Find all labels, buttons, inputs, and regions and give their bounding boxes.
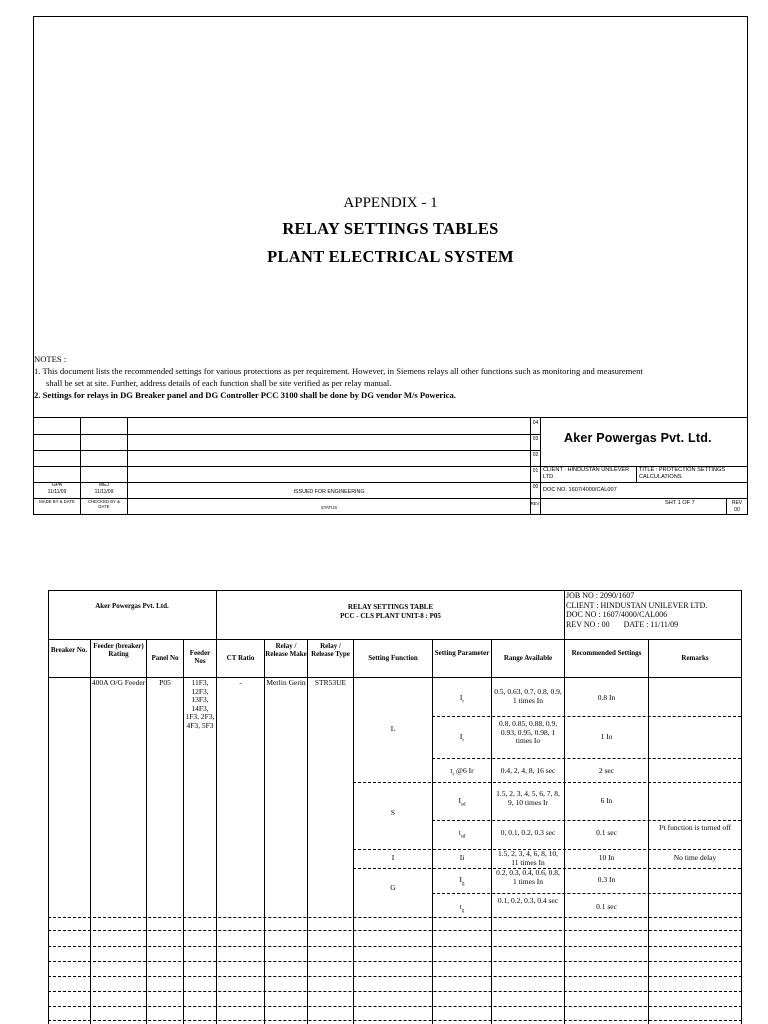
recommended-setting: 6 In: [600, 796, 613, 805]
range-cell: 0.4, 2, 4, 8, 16 sec: [500, 766, 556, 775]
made-label: MADE BY & DATE: [39, 499, 75, 504]
col-header-recommended-settings: Recommended Settings: [571, 649, 642, 657]
setting-param-ir-2: $I_r$: [459, 732, 465, 744]
rev-number-02: 02: [532, 452, 539, 458]
note-1-line-1: 1. This document lists the recommended settings for various protections as per requirement. However, in Siemens relays all other functions such as monitoring and measurement: [34, 366, 643, 376]
notes-section: [34, 353, 749, 401]
range-cell: 0.5, 0.63, 0.7, 0.8, 0.9, 1 times In: [494, 687, 562, 705]
recommended-setting: 0.3 In: [597, 875, 616, 884]
recommended-setting: 0.1 sec: [596, 902, 617, 911]
rev-number-03: 03: [532, 436, 539, 442]
col-header-relay-type: Relay / Release Type: [311, 642, 350, 658]
company-name: Aker Powergas Pvt. Ltd.: [564, 431, 712, 445]
note-1-line-2: shall be set at site. Further, address details of each function shall be site verified as per relay manual.: [46, 378, 392, 388]
col-header-setting-parameter: Setting Parameter: [434, 649, 490, 657]
recommended-setting: 2 sec: [598, 766, 615, 775]
rev-column-label: REV: [530, 501, 540, 506]
col-header-range-available: Range Available: [503, 654, 553, 662]
note-2: 2. Settings for relays in DG Breaker panel and DG Controller PCC 3100 shall be done by DG vendor M/s Powerica.: [34, 390, 456, 400]
doc-number: DOC NO. 1607/4000/CAL007: [543, 487, 617, 493]
feeder-nos: 11F3, 12F3, 13F3, 14F3, 1F3, 2F3, 4F3, 5F3: [185, 678, 215, 730]
checked-initials: MEJ: [99, 482, 109, 488]
table-title-line2: PCC - CLS PLANT UNIT-8 : P05: [340, 612, 441, 620]
recommended-setting: 1 Io: [600, 732, 613, 741]
setting-param-ii: Ii: [459, 853, 465, 862]
table-rev-number: REV NO : 00: [566, 619, 610, 629]
client-label: CLIENT : HINDUSTAN UNILEVER LTD.: [543, 467, 630, 480]
table-title-line1: RELAY SETTINGS TABLE: [347, 603, 434, 611]
cover-sheet: [33, 16, 748, 515]
range-cell: 1.5, 2, 3, 4, 6, 8, 10, 11 times In: [498, 849, 558, 867]
made-initials: GPA: [51, 482, 63, 488]
appendix-heading: APPENDIX - 1: [343, 195, 438, 211]
relay-type: STR53UE: [314, 678, 347, 687]
document-title-line1: RELAY SETTINGS TABLES: [282, 219, 499, 238]
checked-date: 11/11/09: [94, 489, 114, 495]
title-label: TITLE : PROTECTION SETTINGS CALCULATIONS: [639, 467, 726, 480]
setting-param-ir: $I_r$: [459, 693, 465, 705]
relay-settings-table: [48, 590, 742, 1024]
panel-no: P05: [159, 678, 171, 687]
function-g: G: [390, 883, 396, 892]
col-header-relay-make: Relay / Release Make: [265, 642, 307, 658]
status-label: STATUS: [320, 505, 338, 510]
setting-param-ig: $I_g$: [459, 875, 465, 887]
recommended-setting: 0.8 In: [597, 693, 616, 702]
rev-number-01: 01: [532, 468, 539, 474]
function-s: S: [390, 808, 396, 817]
made-date: 11/11/09: [47, 489, 67, 495]
range-cell: 0.8, 0.85, 0.88, 0.9, 0.93, 0.95, 0.98, 1 times Io: [498, 719, 558, 745]
recommended-setting: 0.1 sec: [596, 828, 617, 837]
rev-box-value: 00: [734, 507, 740, 513]
notes-heading: NOTES :: [34, 354, 67, 364]
recommended-setting: 10 In: [598, 853, 615, 862]
range-cell: 0, 0.1, 0.2, 0.3 sec: [500, 828, 556, 837]
remarks-cell: I²t function is turned off: [658, 823, 732, 832]
col-header-feeder-rating: Feeder (breaker) Rating: [93, 642, 144, 658]
col-header-feeder-nos: Feeder Nos: [189, 649, 211, 665]
ct-ratio: -: [239, 678, 242, 687]
relay-make: Merlin Gerin: [266, 678, 306, 687]
function-l: L: [390, 724, 396, 733]
col-header-ct-ratio: CT Ratio: [226, 654, 255, 662]
feeder-rating: 400A O/G Feeder: [91, 678, 146, 687]
sheet-number: SHT 1 OF 7: [665, 500, 695, 506]
rev-number-00: 00: [532, 484, 539, 490]
range-cell: 1.5, 2, 3, 4, 5, 6, 7, 8, 9, 10 times Ir: [496, 789, 560, 807]
setting-param-tr: $t_r$ @6 Ir: [450, 766, 474, 778]
range-cell: 0.2, 0.3, 0.4, 0.6, 0.8, 1 times In: [496, 868, 560, 886]
table-company: Aker Powergas Pvt. Ltd.: [95, 602, 169, 610]
col-header-remarks: Remarks: [681, 654, 709, 662]
setting-param-isd: $I_{sd}$: [458, 796, 466, 808]
status-value: ISSUED FOR ENGINEERING: [293, 489, 365, 495]
table-doc-number: DOC NO : 1607/4000/CAL006: [566, 610, 668, 619]
setting-param-tsd: $t_{sd}$: [458, 828, 466, 840]
table-date: DATE : 11/11/09: [623, 619, 679, 629]
col-header-panel-no: Panel No: [151, 654, 179, 662]
rev-number-04: 04: [532, 420, 539, 426]
job-number: JOB NO : 2090/1607: [566, 591, 635, 600]
document-title-line2: PLANT ELECTRICAL SYSTEM: [267, 247, 514, 266]
function-i: I: [391, 853, 395, 862]
table-info-block: [566, 591, 742, 629]
range-cell: 0.1, 0.2, 0.3, 0.4 sec: [497, 896, 559, 905]
rev-date-line: [566, 620, 742, 630]
setting-param-tg: $t_g$: [459, 902, 465, 914]
col-header-setting-function: Setting Function: [368, 654, 418, 662]
col-header-breaker-no: Breaker No.: [50, 646, 88, 654]
checked-label: CHECKED BY & DATE: [88, 499, 120, 509]
rev-box-label: REV: [731, 500, 743, 506]
table-client: CLIENT : HINDUSTAN UNILEVER LTD.: [566, 600, 708, 610]
remarks-cell: No time delay: [673, 853, 717, 862]
